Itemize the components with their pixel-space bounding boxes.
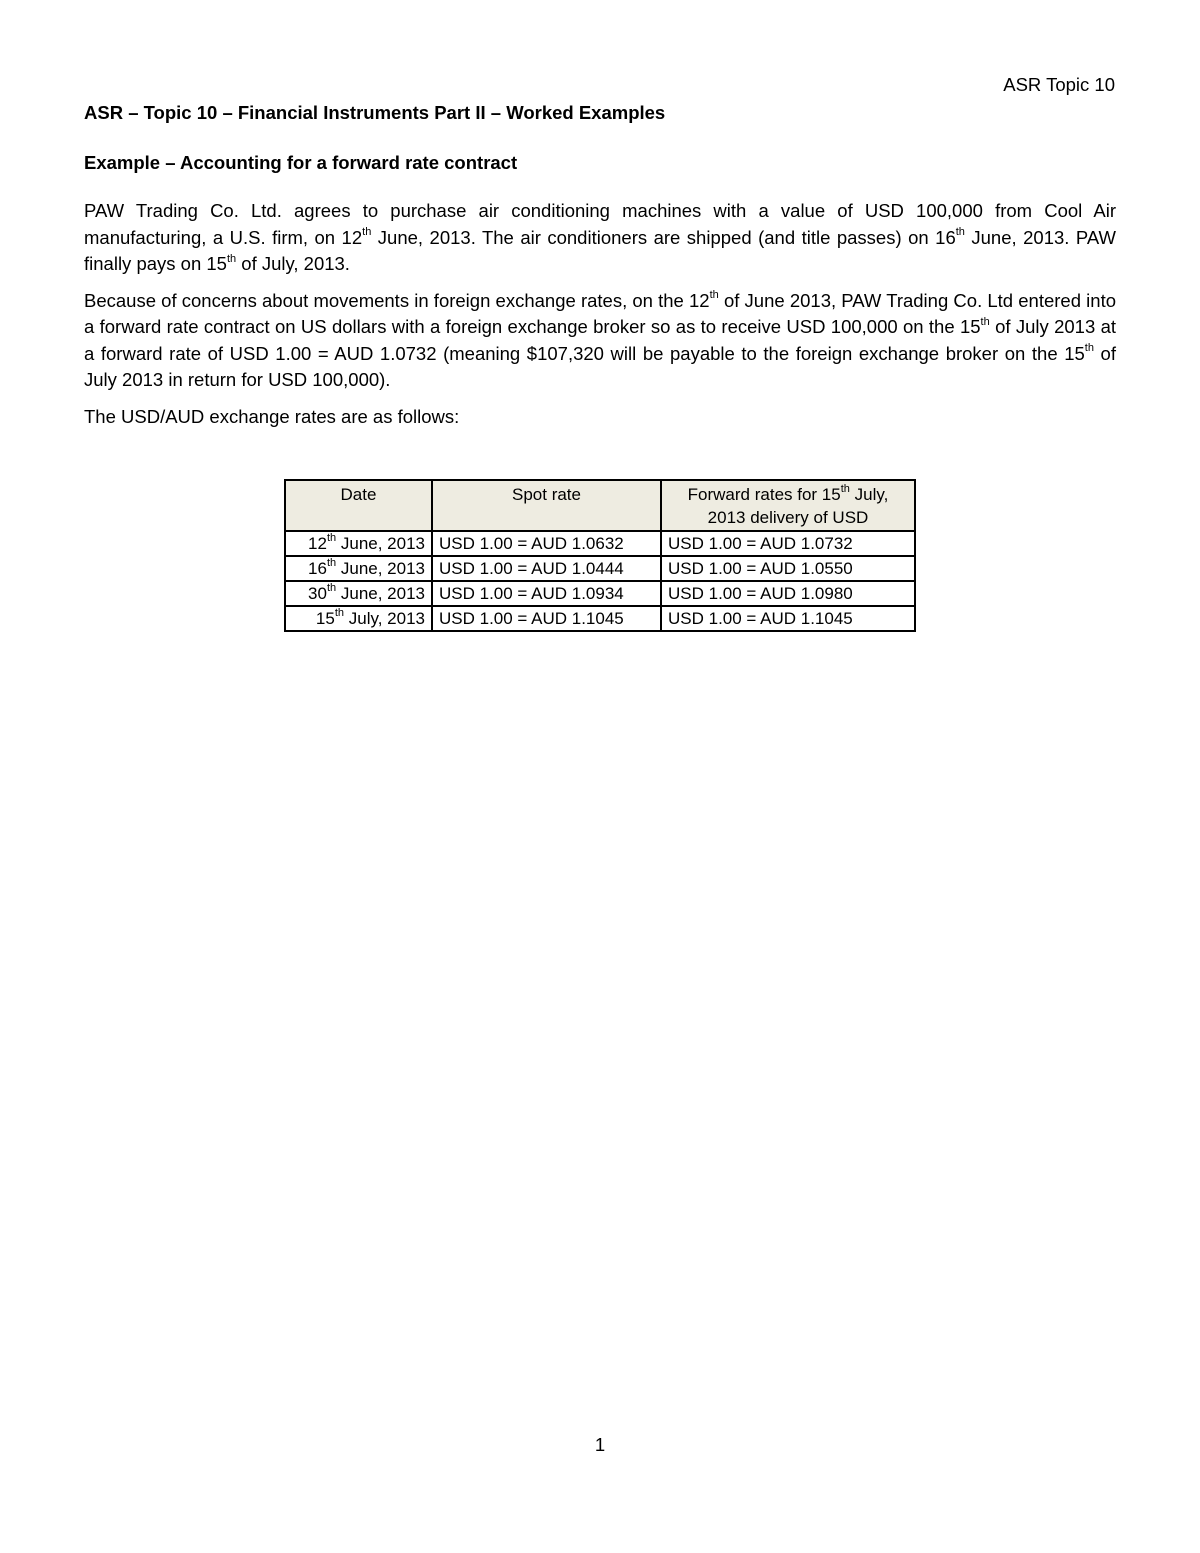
paragraph-purchase-details: [84, 198, 1116, 278]
ordinal-suffix: th: [362, 226, 372, 239]
date-rest: July, 2013: [344, 609, 425, 628]
table-row: [285, 556, 915, 581]
cell-spot-rate: USD 1.00 = AUD 1.0632: [432, 531, 661, 556]
column-header-spot-rate: Spot rate: [432, 480, 661, 531]
paragraph-table-intro: The USD/AUD exchange rates are as follows:: [84, 405, 460, 427]
exchange-rate-table: [284, 479, 916, 632]
text-run: of July 2013 at a forward rate of USD 1.00 = AUD 1.0732 (meaning $107,320 will be payable to the foreign exchange broker on the 15: [84, 316, 1116, 364]
exchange-rate-table-wrapper: [284, 479, 916, 632]
cell-forward-rate: USD 1.00 = AUD 1.0550: [661, 556, 915, 581]
paragraph-forward-contract: [84, 288, 1116, 394]
date-day: 12: [308, 534, 327, 553]
date-day: 30: [308, 584, 327, 603]
date-day: 16: [308, 559, 327, 578]
table-row: [285, 606, 915, 631]
header-text: 2013 delivery of USD: [707, 508, 869, 527]
column-header-forward-rate: [661, 480, 915, 531]
example-title: Example – Accounting for a forward rate contract: [84, 152, 518, 173]
table-row: [285, 581, 915, 606]
ordinal-suffix: th: [326, 557, 337, 570]
ordinal-suffix: th: [334, 607, 345, 620]
ordinal-suffix: th: [226, 252, 237, 265]
ordinal-suffix: th: [840, 483, 850, 496]
text-run: June, 2013. The air conditioners are shipped (and title passes) on 16: [371, 226, 956, 248]
cell-forward-rate: USD 1.00 = AUD 1.0732: [661, 531, 915, 556]
text-run: of July, 2013.: [236, 253, 350, 274]
column-header-date: Date: [285, 480, 432, 531]
cell-date: [285, 556, 432, 581]
ordinal-suffix: th: [1084, 342, 1094, 355]
cell-date: [285, 531, 432, 556]
text-run: of July 2013 in return for USD 100,000).: [84, 342, 1116, 390]
date-rest: June, 2013: [336, 559, 425, 578]
ordinal-suffix: th: [326, 582, 337, 595]
text-run: PAW Trading Co. Ltd. agrees to purchase air conditioning machines with a value of USD 100,000 from Cool Air manufacturing, a U.S. firm, on 12: [84, 200, 1116, 248]
header-text: July,: [849, 485, 889, 504]
cell-spot-rate: USD 1.00 = AUD 1.0444: [432, 556, 661, 581]
ordinal-suffix: th: [980, 315, 990, 328]
table-row: [285, 531, 915, 556]
running-header: ASR Topic 10: [1003, 74, 1115, 95]
text-run: of June 2013, PAW Trading Co. Ltd entered into a forward rate contract on US dollars with a foreign exchange broker so as to receive USD 100,000 on the 15: [84, 289, 1116, 337]
cell-spot-rate: USD 1.00 = AUD 1.0934: [432, 581, 661, 606]
date-day: 15: [315, 609, 335, 628]
cell-spot-rate: USD 1.00 = AUD 1.1045: [432, 606, 661, 631]
cell-forward-rate: USD 1.00 = AUD 1.0980: [661, 581, 915, 606]
cell-forward-rate: USD 1.00 = AUD 1.1045: [661, 606, 915, 631]
ordinal-suffix: th: [326, 532, 337, 545]
header-text: Forward rates for 15: [687, 485, 841, 504]
cell-date: [285, 606, 432, 631]
cell-date: [285, 581, 432, 606]
text-run: June, 2013. PAW finally pays on 15: [84, 226, 1116, 274]
page-number: 1: [594, 1434, 606, 1455]
document-body: [84, 100, 1116, 440]
ordinal-suffix: th: [709, 289, 719, 302]
text-run: Because of concerns about movements in foreign exchange rates, on the 12: [84, 289, 710, 311]
document-title: ASR – Topic 10 – Financial Instruments Part II – Worked Examples: [84, 102, 666, 123]
date-rest: June, 2013: [336, 584, 425, 603]
ordinal-suffix: th: [955, 226, 965, 239]
table-header-row: [285, 480, 915, 531]
date-rest: June, 2013: [336, 534, 425, 553]
